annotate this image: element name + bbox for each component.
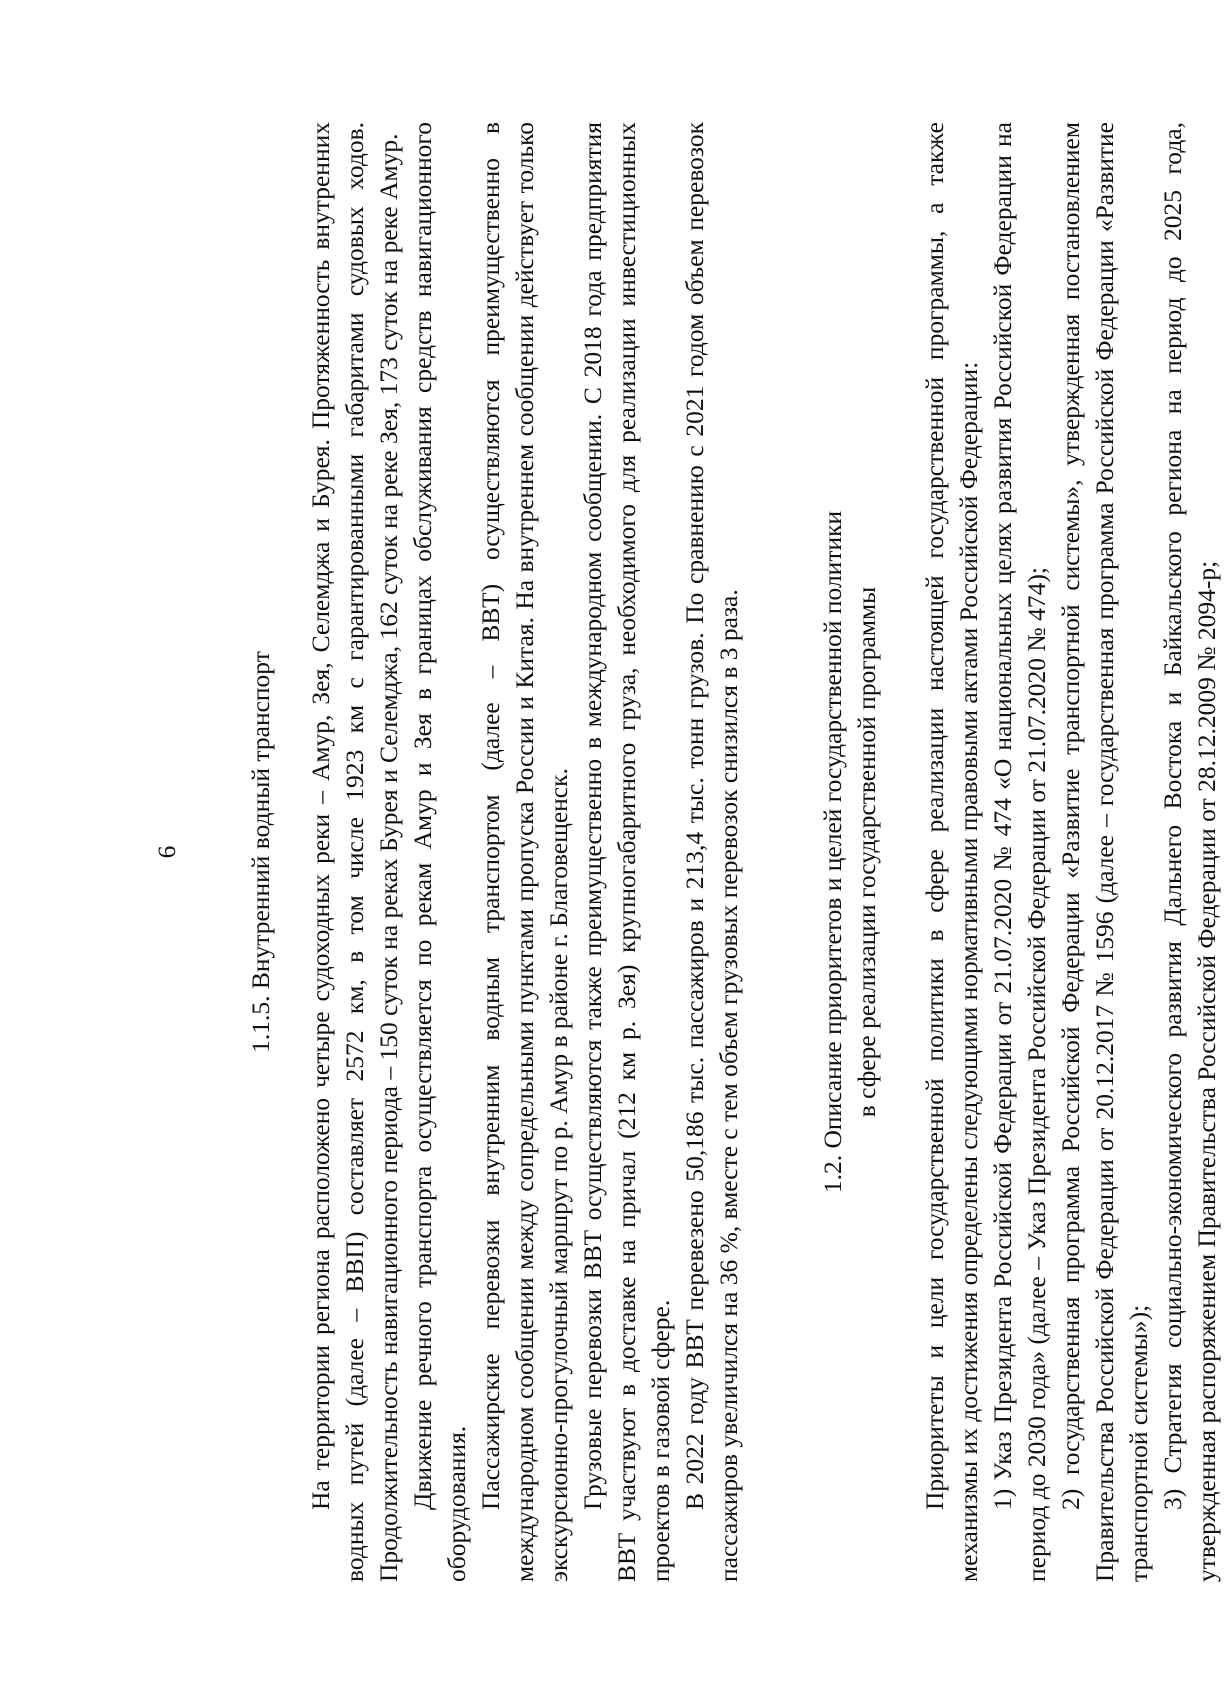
- section-heading-line: в сфере реализации государственной программы: [852, 586, 881, 1118]
- body-paragraph: Движение речного транспорта осуществляется по рекам Амур и Зея в границах обслуживания средств навигационного оборудования.: [408, 122, 471, 1582]
- body-paragraph: Грузовые перевозки ВВТ осуществляются также преимущественно в международном сообщении. С 2018 года предприятия ВВТ участвуют в доставке на причал (212 км р. Зея) крупногабаритного груза, необходимого для реализации инвестиционных проектов в газовой сфере.: [578, 122, 675, 1582]
- section-heading-line: 1.2. Описание приоритетов и целей государственной политики: [818, 510, 847, 1194]
- body-paragraph: В 2022 году ВВТ перевезено 50,186 тыс. пассажиров и 213,4 тыс. тонн грузов. По сравнению с 2021 годом объем перевозок пассажиров увеличился на 36 %, вместе с тем объем грузовых перевозок снизился в 3 раза.: [680, 122, 743, 1582]
- list-item: 3) Стратегия социально-экономического развития Дальнего Востока и Байкальского региона на период до 2025 года, утвержденная распоряжением Правительства Российской Федерации от 28.12.2009 № 2094-р;: [1158, 122, 1221, 1582]
- body-paragraph: На территории региона расположено четыре судоходных реки – Амур, Зея, Селемджа и Бурея. Протяженность внутренних водных путей (далее – ВВП) составляет 2572 км, в том числе 1923 км с гарантированными габаритами судовых ходов. Продолжительность навигационного периода – 150 суток на реках Бурея и Селемджа, 162 суток на реке Зея, 173 суток на реке Амур.: [306, 122, 403, 1582]
- list-item: 2) государственная программа Российской Федерации «Развитие транспортной системы», утвержденная постановлением Правительства Российской Федерации от 20.12.2017 № 1596 (далее – государственная программа Российской Федерации «Развитие транспортной системы»);: [1056, 122, 1153, 1582]
- body-paragraph: Приоритеты и цели государственной политики в сфере реализации настоящей государственной программы, а также механизмы их достижения определены следующими нормативными правовыми актами Российской Федерации:: [920, 122, 983, 1582]
- subsection-heading: 1.1.5. Внутренний водный транспорт: [246, 651, 275, 1053]
- body-paragraph: Пассажирские перевозки внутренним водным транспортом (далее – ВВТ) осуществляются преимущественно в международном сообщении между сопредельными пунктами пропуска России и Китая. На внутреннем сообщении действует только экскурсионно-прогулочный маршрут по р. Амур в районе г. Благовещенск.: [476, 122, 573, 1582]
- page-number: 6: [152, 845, 181, 859]
- list-item: 1) Указ Президента Российской Федерации от 21.07.2020 № 474 «О национальных целях развития Российской Федерации на период до 2030 года» (далее – Указ Президента Российской Федерации от 21.07.2020 № 474);: [988, 122, 1051, 1582]
- section-heading: [816, 122, 884, 1582]
- rotated-text-frame: [150, 122, 1221, 1582]
